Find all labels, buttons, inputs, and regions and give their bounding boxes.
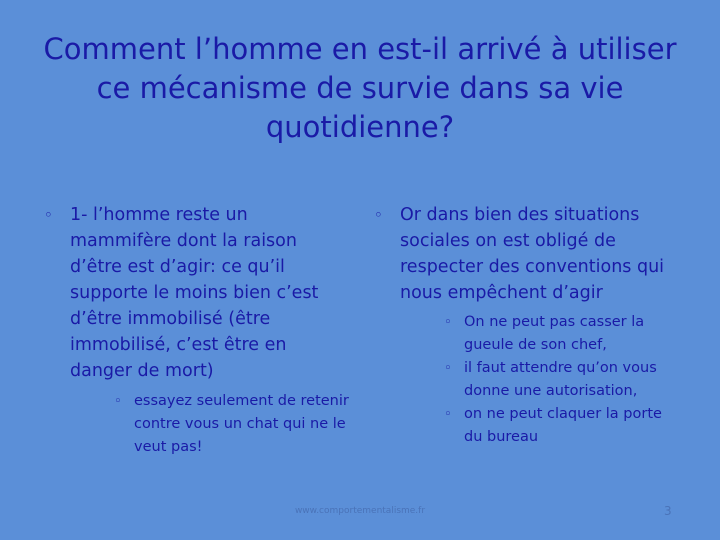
bullet-text: 1- l’homme reste un mammifère dont la raison d’être est d’agir: ce qu’il supporte le moins bien c’est d’être immobilisé (être immobilisé, c’est être en danger de mort) xyxy=(70,205,319,381)
footer-url: www.comportementalisme.fr xyxy=(294,506,426,516)
bullet-item xyxy=(44,202,349,384)
circle-bullet-icon: ◦ xyxy=(114,394,122,409)
sub-bullet-item xyxy=(444,403,674,449)
sub-bullet-list xyxy=(444,311,674,449)
circle-bullet-icon: ◦ xyxy=(444,407,452,422)
sub-bullet-text: il faut attendre qu’on vous donne une autorisation, xyxy=(464,360,657,399)
right-column xyxy=(374,202,674,449)
circle-bullet-icon: ◦ xyxy=(374,206,383,224)
bullet-item xyxy=(374,202,674,306)
circle-bullet-icon: ◦ xyxy=(444,315,452,330)
circle-bullet-icon: ◦ xyxy=(44,206,53,224)
sub-bullet-item xyxy=(444,357,674,403)
sub-bullet-item xyxy=(114,390,354,459)
sub-bullet-text: essayez seulement de retenir contre vous un chat qui ne le veut pas! xyxy=(134,393,349,455)
sub-bullet-item xyxy=(444,311,674,357)
slide-title: Comment l’homme en est-il arrivé à utiliser ce mécanisme de survie dans sa vie quotidienne? xyxy=(43,32,677,144)
sub-bullet-text: On ne peut pas casser la gueule de son chef, xyxy=(464,314,645,353)
circle-bullet-icon: ◦ xyxy=(444,361,452,376)
left-column xyxy=(44,202,349,459)
sub-bullet-text: on ne peut claquer la porte du bureau xyxy=(464,406,662,445)
page-number: 3 xyxy=(664,504,672,518)
bullet-text: Or dans bien des situations sociales on est obligé de respecter des conventions qui nous empêchent d’agir xyxy=(400,205,665,303)
